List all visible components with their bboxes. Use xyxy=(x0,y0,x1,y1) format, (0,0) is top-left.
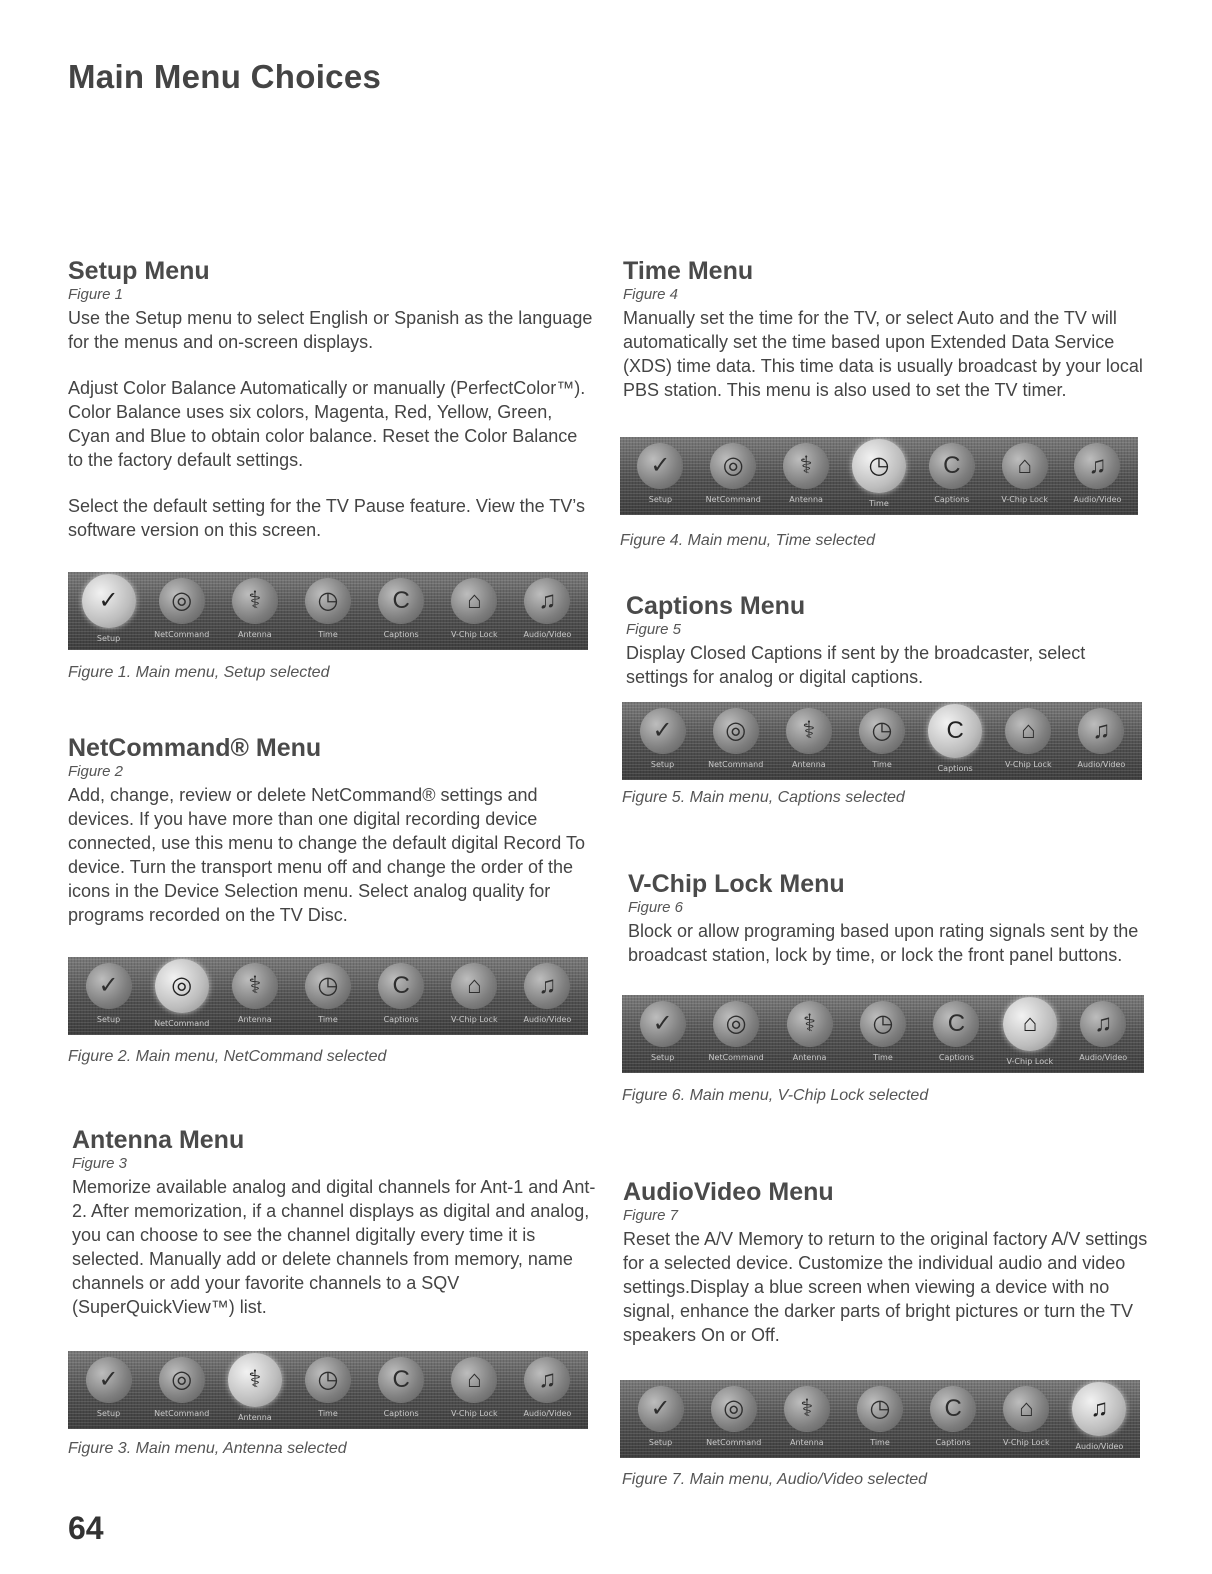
figure-2-caption: Figure 2. Main menu, NetCommand selected xyxy=(68,1048,387,1065)
captions-icon: C xyxy=(930,1386,976,1432)
netcommand-figure-ref: Figure 2 xyxy=(68,763,124,780)
menu-item-captions xyxy=(921,1001,991,1062)
menu-item-antenna xyxy=(220,963,290,1024)
menu-item-setup xyxy=(628,708,698,769)
menu-item-captions xyxy=(917,443,987,504)
netcommand-section xyxy=(68,733,593,927)
menu-item-antenna xyxy=(220,578,290,639)
netcommand-icon: ◎ xyxy=(710,443,756,489)
menu-item-time xyxy=(844,443,914,508)
setup-paragraph: Adjust Color Balance Automatically or manually (PerfectColor™). Color Balance uses six colors, Magenta, Red, Yellow, Green, Cyan and Blue to obtain color balance. Reset the Color Balance to the factory default settings. xyxy=(68,378,586,470)
antenna-section xyxy=(72,1125,597,1319)
antenna-figure-ref: Figure 3 xyxy=(72,1155,128,1172)
antenna-icon: ⚕ xyxy=(786,708,832,754)
menu-item-setup xyxy=(625,443,695,504)
vchip-icon: ⌂ xyxy=(451,1357,497,1403)
time-icon: ◷ xyxy=(852,439,906,493)
setup-icon: ✓ xyxy=(86,963,132,1009)
menu-item-audiovideo xyxy=(512,1357,582,1418)
menu-item-netcommand xyxy=(147,578,217,639)
menu-item-vchip xyxy=(991,1386,1061,1447)
page-title: Main Menu Choices xyxy=(68,58,382,95)
antenna-icon: ⚕ xyxy=(784,1386,830,1432)
vchip-paragraph: Block or allow programing based upon rating signals sent by the broadcast station, lock by time, or lock the front panel buttons. xyxy=(628,921,1139,965)
menu-label-netcommand: NetCommand xyxy=(706,1438,762,1447)
menu-label-netcommand: NetCommand xyxy=(705,495,761,504)
menu-item-netcommand xyxy=(701,1001,771,1062)
menu-item-captions xyxy=(366,1357,436,1418)
menu-bar-figure-4 xyxy=(620,437,1138,515)
menu-item-setup xyxy=(74,963,144,1024)
menu-item-time xyxy=(293,963,363,1024)
figure-6-caption: Figure 6. Main menu, V-Chip Lock selected xyxy=(622,1087,929,1104)
menu-label-netcommand: NetCommand xyxy=(154,1019,210,1028)
antenna-icon: ⚕ xyxy=(232,963,278,1009)
menu-item-captions xyxy=(366,578,436,639)
netcommand-icon: ◎ xyxy=(713,708,759,754)
menu-item-setup xyxy=(74,1357,144,1418)
menu-label-audiovideo: Audio/Video xyxy=(1077,760,1126,769)
antenna-icon: ⚕ xyxy=(787,1001,833,1047)
captions-heading: Captions Menu xyxy=(626,592,806,620)
vchip-icon: ⌂ xyxy=(1003,1386,1049,1432)
captions-figure-ref: Figure 5 xyxy=(626,621,682,638)
setup-icon: ✓ xyxy=(640,1001,686,1047)
antenna-heading: Antenna Menu xyxy=(72,1126,245,1154)
setup-heading: Setup Menu xyxy=(68,257,210,285)
menu-bar-figure-1 xyxy=(68,572,588,650)
captions-icon: C xyxy=(928,704,982,758)
menu-label-setup: Setup xyxy=(96,634,121,643)
menu-label-antenna: Antenna xyxy=(238,630,272,639)
menu-label-captions: Captions xyxy=(937,764,973,773)
vchip-figure-ref: Figure 6 xyxy=(628,899,684,916)
audiovideo-icon: ♫ xyxy=(524,963,570,1009)
menu-label-vchip: V-Chip Lock xyxy=(450,1015,498,1024)
menu-item-setup xyxy=(74,578,144,643)
time-icon: ◷ xyxy=(857,1386,903,1432)
netcommand-icon: ◎ xyxy=(155,959,209,1013)
netcommand-icon: ◎ xyxy=(159,1357,205,1403)
audiovideo-icon: ♫ xyxy=(524,1357,570,1403)
menu-item-vchip xyxy=(995,1001,1065,1066)
menu-item-audiovideo xyxy=(1062,443,1132,504)
time-section xyxy=(623,256,1148,402)
time-icon: ◷ xyxy=(305,578,351,624)
time-icon: ◷ xyxy=(860,1001,906,1047)
menu-bar-figure-7 xyxy=(620,1380,1140,1458)
menu-label-captions: Captions xyxy=(383,1015,419,1024)
menu-item-audiovideo xyxy=(1068,1001,1138,1062)
time-paragraph: Manually set the time for the TV, or select Auto and the TV will automatically set the time based upon Extended Data Service (XDS) time data. This time data is usually broadcast by your local PBS station. This menu is also used to set the TV timer. xyxy=(623,308,1143,400)
audiovideo-icon: ♫ xyxy=(1078,708,1124,754)
menu-label-vchip: V-Chip Lock xyxy=(1004,760,1052,769)
menu-item-audiovideo xyxy=(1066,708,1136,769)
menu-item-setup xyxy=(628,1001,698,1062)
menu-item-audiovideo xyxy=(512,578,582,639)
menu-item-antenna xyxy=(220,1357,290,1422)
antenna-paragraph: Memorize available analog and digital channels for Ant-1 and Ant-2. After memorization, if a channel displays as digital and analog, you can choose to see the channel digitally every time it is selected. Manually add or delete channels from memory, name channels or add your favorite channels to a SQV (SuperQuickView™) list. xyxy=(72,1177,596,1317)
vchip-section xyxy=(628,869,1153,967)
menu-label-setup: Setup xyxy=(648,1438,673,1447)
menu-item-vchip xyxy=(990,443,1060,504)
time-figure-ref: Figure 4 xyxy=(623,286,679,303)
menu-item-time xyxy=(293,578,363,639)
menu-label-antenna: Antenna xyxy=(792,760,826,769)
setup-icon: ✓ xyxy=(86,1357,132,1403)
menu-label-audiovideo: Audio/Video xyxy=(523,1409,572,1418)
menu-label-time: Time xyxy=(869,499,889,508)
menu-label-antenna: Antenna xyxy=(238,1015,272,1024)
menu-label-setup: Setup xyxy=(650,760,675,769)
menu-item-captions xyxy=(920,708,990,773)
menu-label-time: Time xyxy=(870,1438,890,1447)
menu-item-audiovideo xyxy=(1064,1386,1134,1451)
menu-item-vchip xyxy=(439,963,509,1024)
audiovideo-icon: ♫ xyxy=(1072,1382,1126,1436)
menu-label-captions: Captions xyxy=(938,1053,974,1062)
figure-4-caption: Figure 4. Main menu, Time selected xyxy=(620,532,876,549)
menu-label-antenna: Antenna xyxy=(789,495,823,504)
menu-item-time xyxy=(848,1001,918,1062)
captions-icon: C xyxy=(933,1001,979,1047)
menu-label-time: Time xyxy=(318,630,338,639)
antenna-icon: ⚕ xyxy=(232,578,278,624)
menu-item-antenna xyxy=(775,1001,845,1062)
audiovideo-icon: ♫ xyxy=(1074,443,1120,489)
menu-item-captions xyxy=(918,1386,988,1447)
menu-label-vchip: V-Chip Lock xyxy=(450,1409,498,1418)
setup-icon: ✓ xyxy=(638,1386,684,1432)
menu-label-antenna: Antenna xyxy=(238,1413,272,1422)
menu-item-setup xyxy=(626,1386,696,1447)
menu-item-time xyxy=(293,1357,363,1418)
menu-label-netcommand: NetCommand xyxy=(708,760,764,769)
menu-bar-figure-2 xyxy=(68,957,588,1035)
captions-icon: C xyxy=(378,1357,424,1403)
menu-label-captions: Captions xyxy=(935,1438,971,1447)
menu-item-netcommand xyxy=(147,1357,217,1418)
vchip-icon: ⌂ xyxy=(1005,708,1051,754)
menu-item-vchip xyxy=(993,708,1063,769)
menu-label-setup: Setup xyxy=(651,1053,675,1062)
menu-label-audiovideo: Audio/Video xyxy=(523,630,572,639)
menu-label-captions: Captions xyxy=(383,630,419,639)
captions-icon: C xyxy=(378,963,424,1009)
setup-icon: ✓ xyxy=(82,574,136,628)
time-icon: ◷ xyxy=(305,1357,351,1403)
audiovideo-heading: AudioVideo Menu xyxy=(623,1178,834,1206)
audiovideo-icon: ♫ xyxy=(1080,1001,1126,1047)
setup-figure-ref: Figure 1 xyxy=(68,286,124,303)
vchip-icon: ⌂ xyxy=(451,963,497,1009)
menu-label-antenna: Antenna xyxy=(792,1053,827,1062)
menu-label-audiovideo: Audio/Video xyxy=(1075,1442,1124,1451)
vchip-icon: ⌂ xyxy=(1002,443,1048,489)
menu-label-vchip: V-Chip Lock xyxy=(450,630,498,639)
menu-label-vchip: V-Chip Lock xyxy=(1002,1438,1050,1447)
antenna-icon: ⚕ xyxy=(228,1353,282,1407)
menu-item-netcommand xyxy=(699,1386,769,1447)
time-heading: Time Menu xyxy=(623,257,754,285)
vchip-icon: ⌂ xyxy=(1003,997,1057,1051)
menu-label-antenna: Antenna xyxy=(790,1438,824,1447)
vchip-heading: V-Chip Lock Menu xyxy=(628,870,845,898)
time-icon: ◷ xyxy=(305,963,351,1009)
menu-label-vchip: V-Chip Lock xyxy=(1006,1057,1054,1066)
setup-icon: ✓ xyxy=(640,708,686,754)
captions-paragraph: Display Closed Captions if sent by the broadcaster, select settings for analog or digital captions. xyxy=(626,643,1086,687)
menu-label-time: Time xyxy=(872,760,892,769)
figure-5-caption: Figure 5. Main menu, Captions selected xyxy=(622,789,905,806)
menu-label-time: Time xyxy=(318,1015,338,1024)
menu-item-time xyxy=(845,1386,915,1447)
menu-label-netcommand: NetCommand xyxy=(154,630,210,639)
netcommand-paragraph: Add, change, review or delete NetCommand® settings and devices. If you have more than one digital recording device connected, use this menu to change the default digital Record To device. Turn the transport menu off and change the order of the icons in the Device Selection menu. Select analog quality for programs recorded on the TV Disc. xyxy=(68,785,586,925)
netcommand-icon: ◎ xyxy=(711,1386,757,1432)
menu-item-antenna xyxy=(771,443,841,504)
vchip-icon: ⌂ xyxy=(451,578,497,624)
menu-item-captions xyxy=(366,963,436,1024)
setup-paragraph: Use the Setup menu to select English or Spanish as the language for the menus and on-screen displays. xyxy=(68,308,593,352)
menu-bar-figure-3 xyxy=(68,1351,588,1429)
netcommand-icon: ◎ xyxy=(159,578,205,624)
netcommand-heading: NetCommand® Menu xyxy=(68,734,322,762)
menu-label-vchip: V-Chip Lock xyxy=(1001,495,1048,504)
setup-paragraph: Select the default setting for the TV Pause feature. View the TV’s software version on this screen. xyxy=(68,496,585,540)
time-icon: ◷ xyxy=(859,708,905,754)
menu-label-captions: Captions xyxy=(934,495,970,504)
menu-label-time: Time xyxy=(873,1053,893,1062)
menu-item-vchip xyxy=(439,578,509,639)
captions-icon: C xyxy=(378,578,424,624)
menu-label-time: Time xyxy=(318,1409,338,1418)
menu-item-vchip xyxy=(439,1357,509,1418)
audiovideo-section xyxy=(623,1177,1148,1347)
menu-item-netcommand xyxy=(147,963,217,1028)
menu-label-netcommand: NetCommand xyxy=(154,1409,210,1418)
menu-label-audiovideo: Audio/Video xyxy=(523,1015,572,1024)
menu-label-setup: Setup xyxy=(96,1409,121,1418)
menu-label-captions: Captions xyxy=(383,1409,419,1418)
audiovideo-icon: ♫ xyxy=(524,578,570,624)
menu-bar-figure-6 xyxy=(622,995,1144,1073)
audiovideo-paragraph: Reset the A/V Memory to return to the original factory A/V settings for a selected device. Customize the individual audio and video settings.Display a blue screen when viewing a device with no signal, enhance the darker parts of bright pictures or turn the TV speakers On or Off. xyxy=(623,1229,1148,1345)
menu-label-audiovideo: Audio/Video xyxy=(1079,1053,1128,1062)
menu-label-netcommand: NetCommand xyxy=(708,1053,764,1062)
menu-item-antenna xyxy=(772,1386,842,1447)
menu-label-audiovideo: Audio/Video xyxy=(1073,495,1122,504)
figure-1-caption: Figure 1. Main menu, Setup selected xyxy=(68,664,330,681)
figure-7-caption: Figure 7. Main menu, Audio/Video selected xyxy=(622,1471,928,1488)
menu-label-setup: Setup xyxy=(96,1015,121,1024)
menu-item-time xyxy=(847,708,917,769)
setup-section xyxy=(68,256,593,542)
menu-item-audiovideo xyxy=(512,963,582,1024)
netcommand-icon: ◎ xyxy=(713,1001,759,1047)
captions-section xyxy=(626,591,1151,689)
page-number: 64 xyxy=(68,1510,104,1546)
menu-item-antenna xyxy=(774,708,844,769)
setup-icon: ✓ xyxy=(637,443,683,489)
figure-3-caption: Figure 3. Main menu, Antenna selected xyxy=(68,1440,347,1457)
menu-label-setup: Setup xyxy=(648,495,673,504)
menu-item-netcommand xyxy=(701,708,771,769)
menu-item-netcommand xyxy=(698,443,768,504)
menu-bar-figure-5 xyxy=(622,702,1142,780)
antenna-icon: ⚕ xyxy=(783,443,829,489)
captions-icon: C xyxy=(929,443,975,489)
audiovideo-figure-ref: Figure 7 xyxy=(623,1207,679,1224)
